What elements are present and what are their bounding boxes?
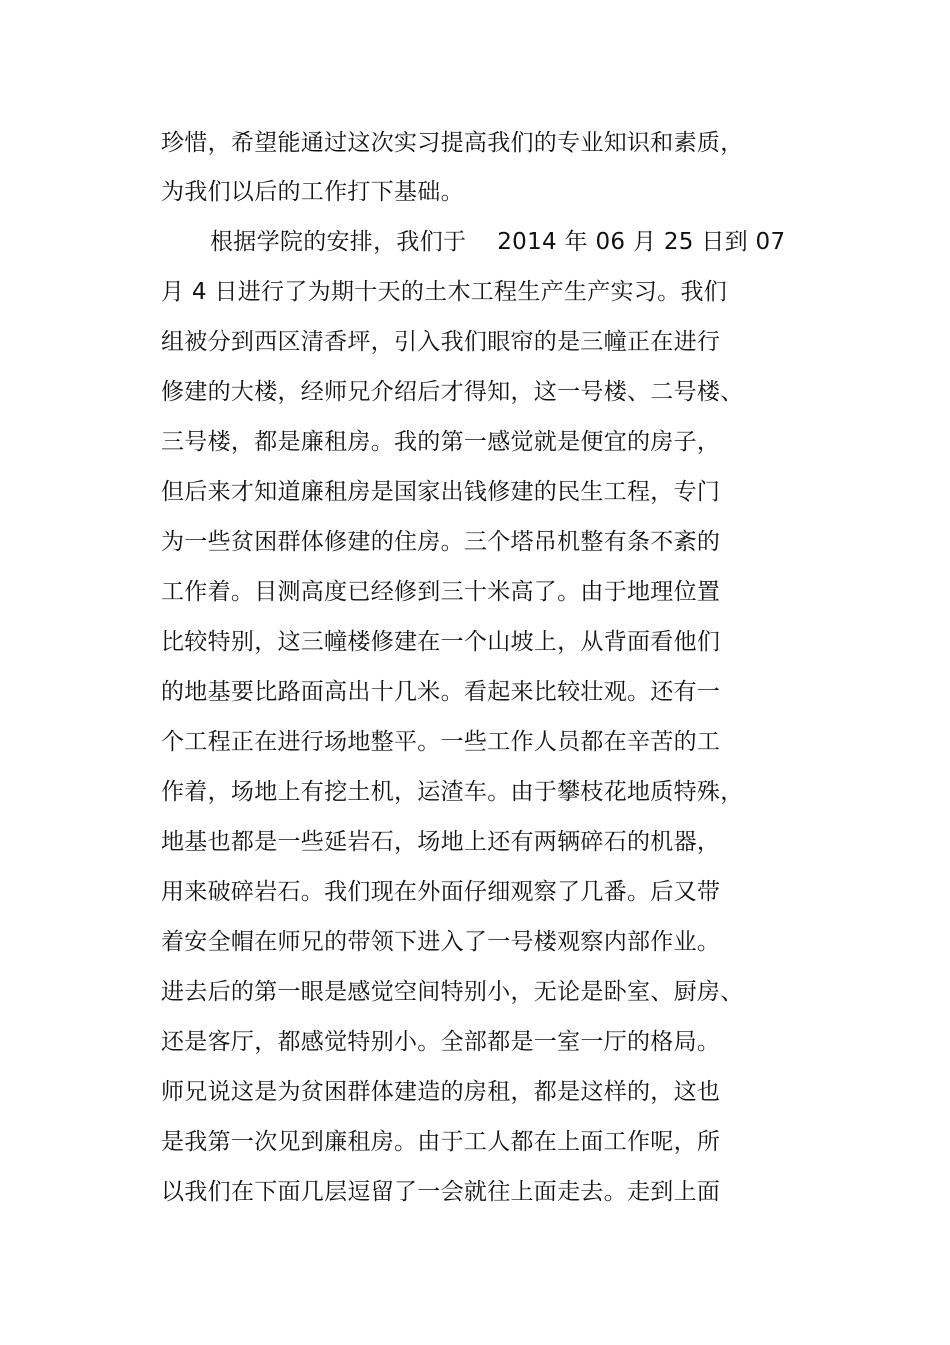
text-line-17: 着安全帽在师兄的带领下进入了一号楼观察内部作业。 [161, 929, 721, 955]
text-line-19: 还是客厅，都感觉特别小。全部都是一室一厅的格局。 [161, 1029, 721, 1055]
text-line-20: 师兄说这是为贫困群体建造的房租，都是这样的，这也 [161, 1079, 721, 1105]
text-line-13: 个工程正在进行场地整平。一些工作人员都在辛苦的工 [161, 729, 721, 755]
text-line-4: 月 4 日进行了为期十天的土木工程生产生产实习。我们 [161, 279, 728, 305]
text-line-22: 以我们在下面几层逗留了一会就往上面走去。走到上面 [161, 1179, 721, 1205]
text-line-15: 地基也都是一些延岩石，场地上还有两辆碎石的机器， [161, 829, 721, 855]
text-line-21: 是我第一次见到廉租房。由于工人都在上面工作呢，所 [161, 1129, 721, 1155]
text-line-18: 进去后的第一眼是感觉空间特别小，无论是卧室、厨房、 [161, 979, 744, 1005]
text-line-7: 三号楼，都是廉租房。我的第一感觉就是便宜的房子， [161, 429, 721, 455]
text-line-8: 但后来才知道廉租房是国家出钱修建的民生工程，专门 [161, 479, 721, 505]
paragraph-first-line: 根据学院的安排，我们于 2014 年 06 月 25 日到 07 [210, 229, 786, 255]
text-line-1: 珍惜，希望能通过这次实习提高我们的专业知识和素质， [161, 130, 744, 156]
text-line-10: 工作着。目测高度已经修到三十米高了。由于地理位置 [161, 579, 721, 605]
text-line-9: 为一些贫困群体修建的住房。三个塔吊机整有条不紊的 [161, 529, 721, 555]
text-line-14: 作着，场地上有挖土机，运渣车。由于攀枝花地质特殊， [161, 779, 744, 805]
text-line-6: 修建的大楼，经师兄介绍后才得知，这一号楼、二号楼、 [161, 379, 744, 405]
text-line-16: 用来破碎岩石。我们现在外面仔细观察了几番。后又带 [161, 879, 721, 905]
text-line-5: 组被分到西区清香坪，引入我们眼帘的是三幢正在进行 [161, 329, 721, 355]
text-line-11: 比较特别，这三幢楼修建在一个山坡上，从背面看他们 [161, 629, 721, 655]
text-line-2: 为我们以后的工作打下基础。 [161, 179, 464, 205]
text-line-12: 的地基要比路面高出十几米。看起来比较壮观。还有一 [161, 679, 721, 705]
